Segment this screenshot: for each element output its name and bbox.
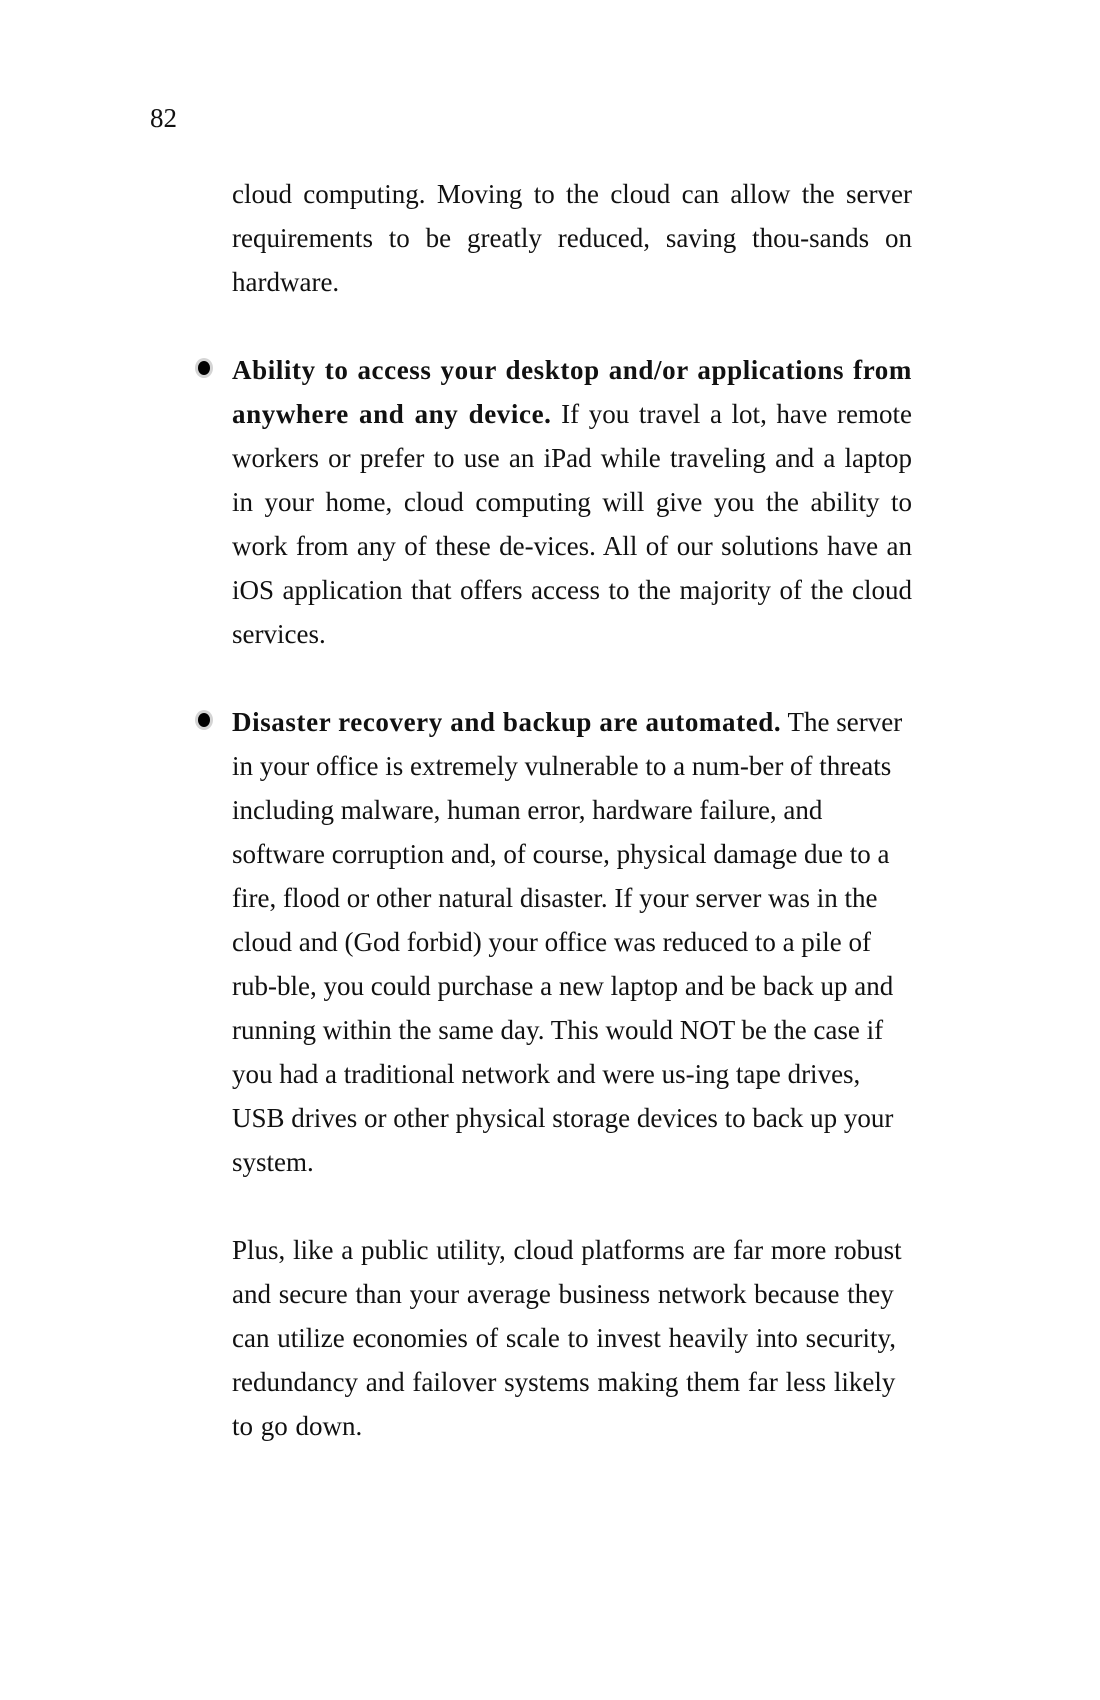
intro-paragraph: cloud computing. Moving to the cloud can allow the server requirements to be greatly reduced, saving thou-sands on hardware. <box>232 179 912 297</box>
page-body <box>232 172 912 1492</box>
bullet-body: If you travel a lot, have remote workers or prefer to use an iPad while traveling and a laptop in your home, cloud computing will give you the ability to work from any of these de-vices. All of our solutions have an iOS application that offers access to the majority of the cloud services. <box>232 399 912 649</box>
bullet-lead: Ability to access your desktop and/or applications from anywhere and any device. <box>232 355 912 429</box>
closing-paragraph: Plus, like a public utility, cloud platforms are far more robust and secure than your average business network because they can utilize economies of scale to invest heavily into security, redundancy and failover systems making them far less likely to go down. <box>232 1235 902 1441</box>
bullet-icon <box>198 361 210 375</box>
bullet-paragraph <box>232 348 912 656</box>
bullet-icon <box>198 713 210 727</box>
bullet-item-remote-access <box>232 348 912 656</box>
bullet-paragraph <box>232 700 912 1184</box>
bullet-item-disaster-recovery <box>232 700 912 1184</box>
bullet-lead: Disaster recovery and backup are automated. <box>232 707 782 737</box>
page-number: 82 <box>150 103 177 133</box>
bullet-body: The server in your office is extremely vulnerable to a num-ber of threats including malware, human error, hardware failure, and software corruption and, of course, physical damage due to a fire, flood or other natural disaster. If your server was in the cloud and (God forbid) your office was reduced to a pile of rub-ble, you could purchase a new laptop and be back up and running within the same day. This would NOT be the case if you had a traditional network and were us-ing tape drives, USB drives or other physical storage devices to back up your system. <box>232 707 903 1177</box>
